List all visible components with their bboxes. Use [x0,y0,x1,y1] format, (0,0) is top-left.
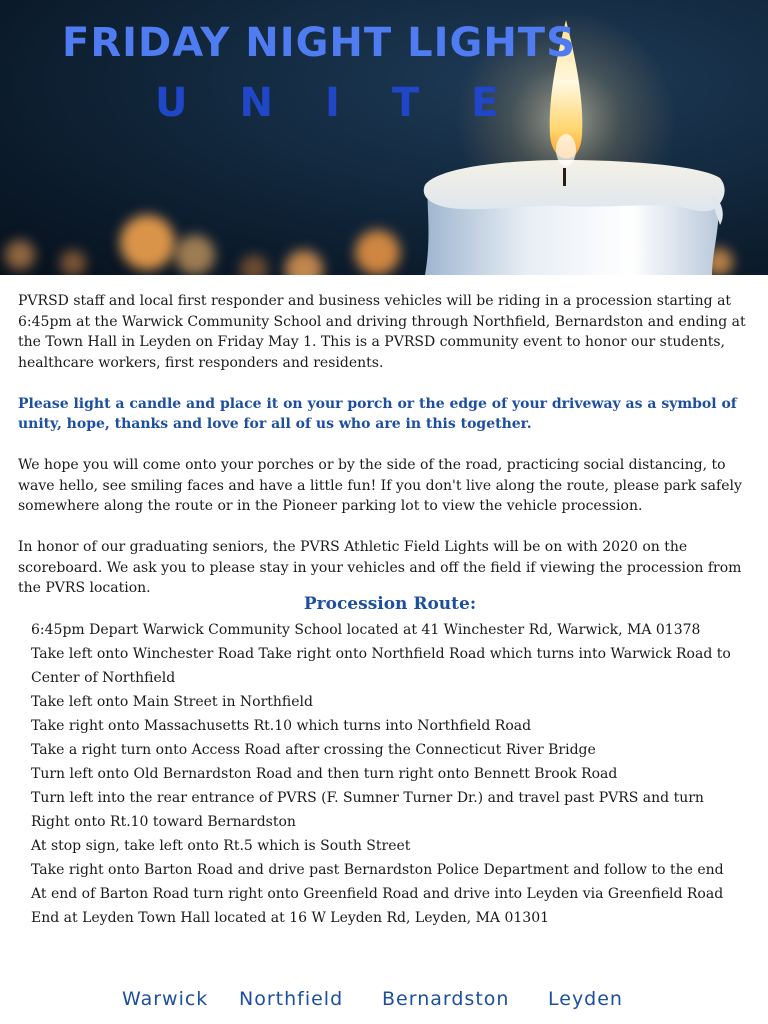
viewing-paragraph: We hope you will come onto your porches or by the side of the road, practicing social distancing, to wave hello, see smiling faces and have a little fun! If you don't live along the route, please park safely somewhere along the route or in the Pioneer parking lot to view the vehicle procession. [18,457,742,514]
route-step: Take left onto Main Street in Northfield [31,694,313,710]
town-northfield: Northfield [239,988,344,1010]
banner-subtitle: UNITE [155,80,551,126]
town-leyden: Leyden [548,988,623,1010]
route-step: Take right onto Massachusetts Rt.10 which turns into Northfield Road [31,718,532,734]
town-warwick: Warwick [122,988,209,1010]
seniors-paragraph: In honor of our graduating seniors, the PVRS Athletic Field Lights will be on with 2020 on the scoreboard. We ask you to please stay in your vehicles and off the field if viewing the procession from the PVRS location. [18,539,742,596]
route-heading: Procession Route: [303,594,477,614]
candle-request-paragraph: Please light a candle and place it on your porch or the edge of your driveway as a symbol of unity, hope, thanks and love for all of us who are in this together. [18,395,737,432]
town-bernardston: Bernardston [382,988,510,1010]
header-banner [0,0,768,275]
route-step: Turn left into the rear entrance of PVRS (F. Sumner Turner Dr.) and travel past PVRS and turn Right onto Rt.10 toward Bernardston [31,790,704,830]
route-step: At stop sign, take left onto Rt.5 which is South Street [31,838,411,854]
route-step: Take a right turn onto Access Road after crossing the Connecticut River Bridge [31,742,596,758]
route-list [31,618,731,930]
route-step: Take left onto Winchester Road Take right onto Northfield Road which turns into Warwick Road to Center of Northfield [31,646,731,686]
route-step: Take right onto Barton Road and drive past Bernardston Police Department and follow to the end [31,862,724,878]
route-step: 6:45pm Depart Warwick Community School located at 41 Winchester Rd, Warwick, MA 01378 [31,622,701,638]
route-step: Turn left onto Old Bernardston Road and then turn right onto Bennett Brook Road [31,766,618,782]
town-list [0,988,768,1012]
announcement-body [18,291,763,599]
route-step: End at Leyden Town Hall located at 16 W Leyden Rd, Leyden, MA 01301 [31,910,550,926]
route-step: At end of Barton Road turn right onto Greenfield Road and drive into Leyden via Greenfield Road [31,886,724,902]
banner-title: FRIDAY NIGHT LIGHTS [62,20,576,66]
intro-paragraph: PVRSD staff and local first responder and business vehicles will be riding in a procession starting at 6:45pm at the Warwick Community School and driving through Northfield, Bernardston and ending at the Town Hall in Leyden on Friday May 1. This is a PVRSD community event to honor our students, healthcare workers, first responders and residents. [18,293,746,371]
